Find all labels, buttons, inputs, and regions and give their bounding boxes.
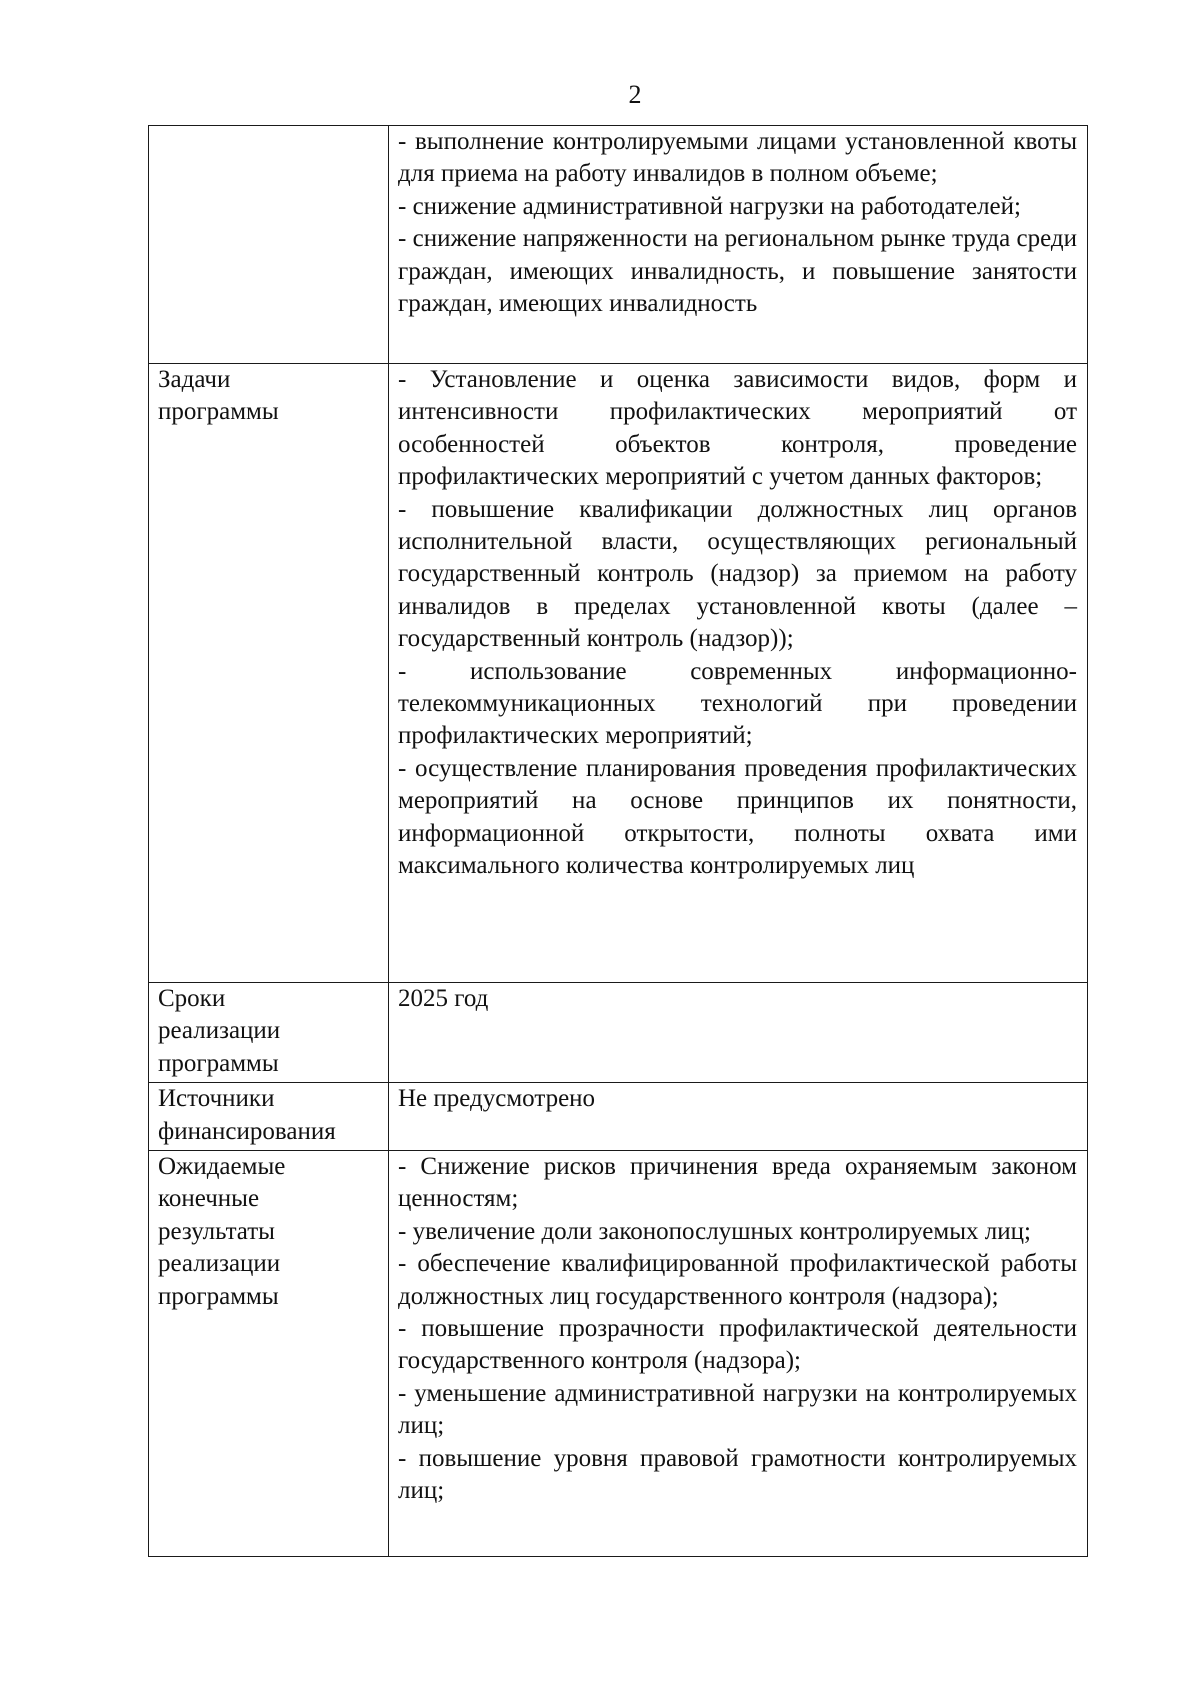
row-content bbox=[389, 126, 1088, 364]
list-item: - выполнение контролируемыми лицами установленной квоты для приема на работу инвалидов в полном объеме; bbox=[398, 128, 1077, 188]
row-label bbox=[149, 983, 389, 1083]
program-passport-table bbox=[148, 125, 1088, 1557]
row-label-text: Ожидаемые конечные результаты реализации программы bbox=[158, 1153, 286, 1310]
table-row-goals-continued bbox=[149, 126, 1088, 364]
row-label bbox=[149, 364, 389, 983]
list-item: - обеспечение квалифицированной профилактической работы должностных лиц государственного контроля (надзора); bbox=[398, 1250, 1077, 1310]
row-content bbox=[389, 1083, 1088, 1151]
list-item: - Снижение рисков причинения вреда охраняемым законом ценностям; bbox=[398, 1153, 1077, 1213]
page-number: 2 bbox=[628, 80, 642, 109]
list-item: 2025 год bbox=[398, 985, 489, 1012]
row-label bbox=[149, 126, 389, 364]
table-row-funding-sources bbox=[149, 1083, 1088, 1151]
list-item: - осуществление планирования проведения профилактических мероприятий на основе принципов их понятности, информационной открытости, полноты охвата ими максимального количества контролируемых лиц bbox=[398, 754, 1077, 880]
row-label bbox=[149, 1083, 389, 1151]
table-row-implementation-period bbox=[149, 983, 1088, 1083]
row-content bbox=[389, 1151, 1088, 1557]
list-item: - использование современных информационно-телекоммуникационных технологий при проведении профилактических мероприятий; bbox=[398, 657, 1077, 750]
row-content bbox=[389, 364, 1088, 983]
table-row-expected-results bbox=[149, 1151, 1088, 1557]
list-item: - повышение прозрачности профилактической деятельности государственного контроля (надзора); bbox=[398, 1315, 1077, 1375]
row-content bbox=[389, 983, 1088, 1083]
list-item: - повышение уровня правовой грамотности контролируемых лиц; bbox=[398, 1444, 1077, 1505]
row-label-text: Источники финансирования bbox=[158, 1085, 336, 1145]
row-label bbox=[149, 1151, 389, 1557]
row-label-text: Сроки реализации программы bbox=[158, 985, 281, 1077]
row-label-text: Задачи программы bbox=[158, 366, 279, 426]
table-row-program-tasks bbox=[149, 364, 1088, 983]
list-item: - Установление и оценка зависимости видов, форм и интенсивности профилактических мероприятий от особенностей объектов контроля, проведение профилактических мероприятий с учетом данных факторов; bbox=[398, 366, 1077, 491]
list-item: - увеличение доли законопослушных контролируемых лиц; bbox=[398, 1217, 1031, 1245]
list-item: - уменьшение административной нагрузки на контролируемых лиц; bbox=[398, 1379, 1077, 1440]
list-item: - снижение напряженности на региональном рынке труда среди граждан, имеющих инвалидность, и повышение занятости граждан, имеющих инвалидность bbox=[398, 225, 1077, 318]
list-item: - снижение административной нагрузки на работодателей; bbox=[398, 192, 1021, 220]
list-item: Не предусмотрено bbox=[398, 1085, 596, 1113]
list-item: - повышение квалификации должностных лиц органов исполнительной власти, осуществляющих региональный государственный контроль (надзор) за приемом на работу инвалидов в пределах установленной квоты (далее – государственный контроль (надзор)); bbox=[398, 495, 1077, 653]
